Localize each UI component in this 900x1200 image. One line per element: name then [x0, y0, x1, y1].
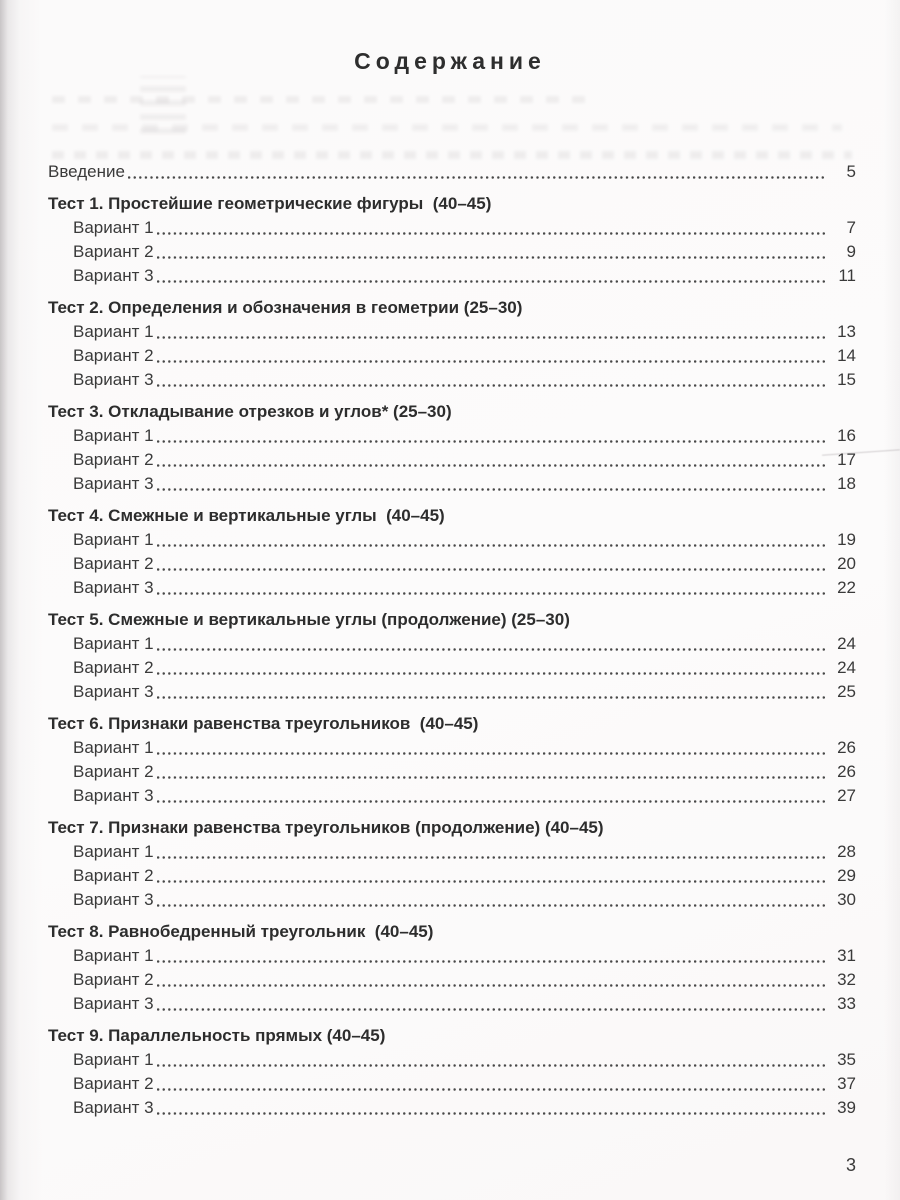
toc-variant-row: [48, 576, 856, 600]
page-title: Содержание: [354, 48, 546, 74]
toc-variant-page: 25: [837, 682, 856, 701]
toc-test-heading: Тест 8. Равнобедренный треугольник (40–45): [48, 922, 434, 941]
toc-variant-row: [48, 320, 856, 344]
toc-variant-page: 13: [837, 322, 856, 341]
toc-test-heading: Тест 6. Признаки равенства треугольников (40–45): [48, 714, 479, 733]
toc-variant-label: Вариант 2: [73, 762, 154, 781]
toc-variant-label: Вариант 3: [73, 994, 154, 1013]
bleedthrough-artifact: [52, 96, 597, 103]
toc-variant-page: 16: [837, 426, 856, 445]
dot-leader: [156, 472, 826, 496]
toc-variant-row: [48, 840, 856, 864]
dot-leader: [156, 1072, 826, 1096]
toc-variant-row: [48, 448, 856, 472]
dot-leader: [156, 576, 826, 600]
toc-variant-page: 31: [837, 946, 856, 965]
toc-test-block: [48, 1024, 856, 1120]
toc-entry-label: Введение: [48, 162, 125, 181]
toc-variant-label: Вариант 3: [73, 682, 154, 701]
toc-variant-row: [48, 992, 856, 1016]
toc-variant-label: Вариант 3: [73, 474, 154, 493]
toc-variant-row: [48, 472, 856, 496]
toc-variant-page: 17: [837, 450, 856, 469]
toc-test-block: [48, 816, 856, 912]
dot-leader: [156, 864, 826, 888]
dot-leader: [156, 632, 826, 656]
toc-variant-row: [48, 736, 856, 760]
toc-variant-row: [48, 528, 856, 552]
bleedthrough-artifact: [52, 124, 842, 131]
bleedthrough-artifact: [52, 151, 852, 159]
toc-variant-page: 35: [837, 1050, 856, 1069]
dot-leader: [156, 784, 826, 808]
dot-leader: [156, 680, 826, 704]
toc-test-block: [48, 920, 856, 1016]
dot-leader: [156, 240, 826, 264]
toc-variant-page: 11: [838, 266, 856, 285]
toc-test-heading: Тест 4. Смежные и вертикальные углы (40–45): [48, 506, 445, 525]
toc-variant-row: [48, 552, 856, 576]
dot-leader: [156, 944, 826, 968]
toc-test-block: [48, 400, 856, 496]
toc-variant-label: Вариант 3: [73, 370, 154, 389]
toc-test-heading: Тест 1. Простейшие геометрические фигуры (40–45): [48, 194, 492, 213]
toc-variant-page: 15: [837, 370, 856, 389]
toc-variant-row: [48, 656, 856, 680]
dot-leader: [156, 368, 826, 392]
toc-variant-row: [48, 1072, 856, 1096]
toc-variant-label: Вариант 1: [73, 530, 154, 549]
toc-entry-page: 5: [846, 162, 856, 181]
toc-variant-row: [48, 888, 856, 912]
dot-leader: [156, 344, 826, 368]
dot-leader: [156, 992, 826, 1016]
toc-variant-row: [48, 680, 856, 704]
dot-leader: [156, 888, 826, 912]
toc-variant-label: Вариант 2: [73, 1074, 154, 1093]
toc-variant-label: Вариант 2: [73, 346, 154, 365]
toc-variant-label: Вариант 3: [73, 1098, 154, 1117]
toc-variant-label: Вариант 3: [73, 890, 154, 909]
toc-variant-label: Вариант 1: [73, 426, 154, 445]
toc-entry-introduction: [48, 160, 856, 184]
toc-variant-label: Вариант 2: [73, 658, 154, 677]
toc-variant-page: 26: [837, 762, 856, 781]
toc-variant-row: [48, 344, 856, 368]
toc-variant-page: 28: [837, 842, 856, 861]
toc-variant-row: [48, 784, 856, 808]
toc-variant-label: Вариант 2: [73, 554, 154, 573]
toc-test-heading: Тест 2. Определения и обозначения в геометрии (25–30): [48, 298, 523, 317]
toc-variant-page: 29: [837, 866, 856, 885]
dot-leader: [156, 264, 826, 288]
toc-variant-label: Вариант 3: [73, 578, 154, 597]
toc-variant-label: Вариант 2: [73, 242, 154, 261]
toc-variant-row: [48, 368, 856, 392]
toc-variant-page: 26: [837, 738, 856, 757]
toc-test-heading: Тест 3. Откладывание отрезков и углов* (25–30): [48, 402, 452, 421]
dot-leader: [156, 1048, 826, 1072]
dot-leader: [156, 216, 826, 240]
toc-variant-page: 39: [837, 1098, 856, 1117]
dot-leader: [156, 736, 826, 760]
toc-variant-page: 32: [837, 970, 856, 989]
dot-leader: [156, 760, 826, 784]
toc-variant-page: 7: [846, 218, 856, 237]
toc-variant-row: [48, 424, 856, 448]
dot-leader: [156, 552, 826, 576]
toc-variant-label: Вариант 3: [73, 786, 154, 805]
toc-variant-row: [48, 216, 856, 240]
toc-variant-label: Вариант 2: [73, 866, 154, 885]
toc-variant-label: Вариант 1: [73, 634, 154, 653]
toc-variant-page: 20: [837, 554, 856, 573]
toc-test-heading: Тест 7. Признаки равенства треугольников (продолжение) (40–45): [48, 818, 604, 837]
toc-list: [48, 160, 856, 1120]
toc-variant-page: 37: [837, 1074, 856, 1093]
toc-test-block: [48, 712, 856, 808]
toc-variant-page: 22: [837, 578, 856, 597]
toc-variant-row: [48, 264, 856, 288]
toc-variant-label: Вариант 1: [73, 1050, 154, 1069]
toc-variant-label: Вариант 2: [73, 450, 154, 469]
toc-variant-label: Вариант 1: [73, 738, 154, 757]
toc-variant-label: Вариант 1: [73, 218, 154, 237]
toc-variant-row: [48, 968, 856, 992]
toc-variant-page: 19: [837, 530, 856, 549]
toc-test-heading: Тест 9. Параллельность прямых (40–45): [48, 1026, 386, 1045]
toc-variant-page: 30: [837, 890, 856, 909]
toc-variant-page: 24: [837, 658, 856, 677]
toc-variant-page: 18: [837, 474, 856, 493]
toc-variant-row: [48, 1048, 856, 1072]
toc-test-block: [48, 192, 856, 288]
toc-variant-row: [48, 1096, 856, 1120]
toc-variant-row: [48, 760, 856, 784]
toc-variant-page: 9: [846, 242, 856, 261]
toc-variant-page: 27: [837, 786, 856, 805]
dot-leader: [156, 528, 826, 552]
toc-variant-label: Вариант 1: [73, 946, 154, 965]
toc-variant-label: Вариант 1: [73, 322, 154, 341]
toc-test-block: [48, 296, 856, 392]
toc-variant-row: [48, 240, 856, 264]
toc-test-heading: Тест 5. Смежные и вертикальные углы (продолжение) (25–30): [48, 610, 570, 629]
dot-leader: [156, 1096, 826, 1120]
toc-test-block: [48, 504, 856, 600]
toc-test-block: [48, 608, 856, 704]
page-number: 3: [845, 1155, 856, 1175]
bleedthrough-artifact: [140, 76, 186, 134]
dot-leader: [156, 448, 826, 472]
toc-variant-label: Вариант 1: [73, 842, 154, 861]
toc-variant-row: [48, 864, 856, 888]
toc-variant-page: 33: [837, 994, 856, 1013]
dot-leader: [156, 840, 826, 864]
toc-variant-page: 24: [837, 634, 856, 653]
dot-leader: [156, 424, 826, 448]
toc-variant-row: [48, 944, 856, 968]
dot-leader: [156, 320, 826, 344]
toc-variant-page: 14: [837, 346, 856, 365]
dot-leader: [156, 656, 826, 680]
toc-variant-label: Вариант 3: [73, 266, 154, 285]
dot-leader: [156, 968, 826, 992]
toc-variant-row: [48, 632, 856, 656]
dot-leader: [127, 160, 826, 184]
toc-variant-label: Вариант 2: [73, 970, 154, 989]
